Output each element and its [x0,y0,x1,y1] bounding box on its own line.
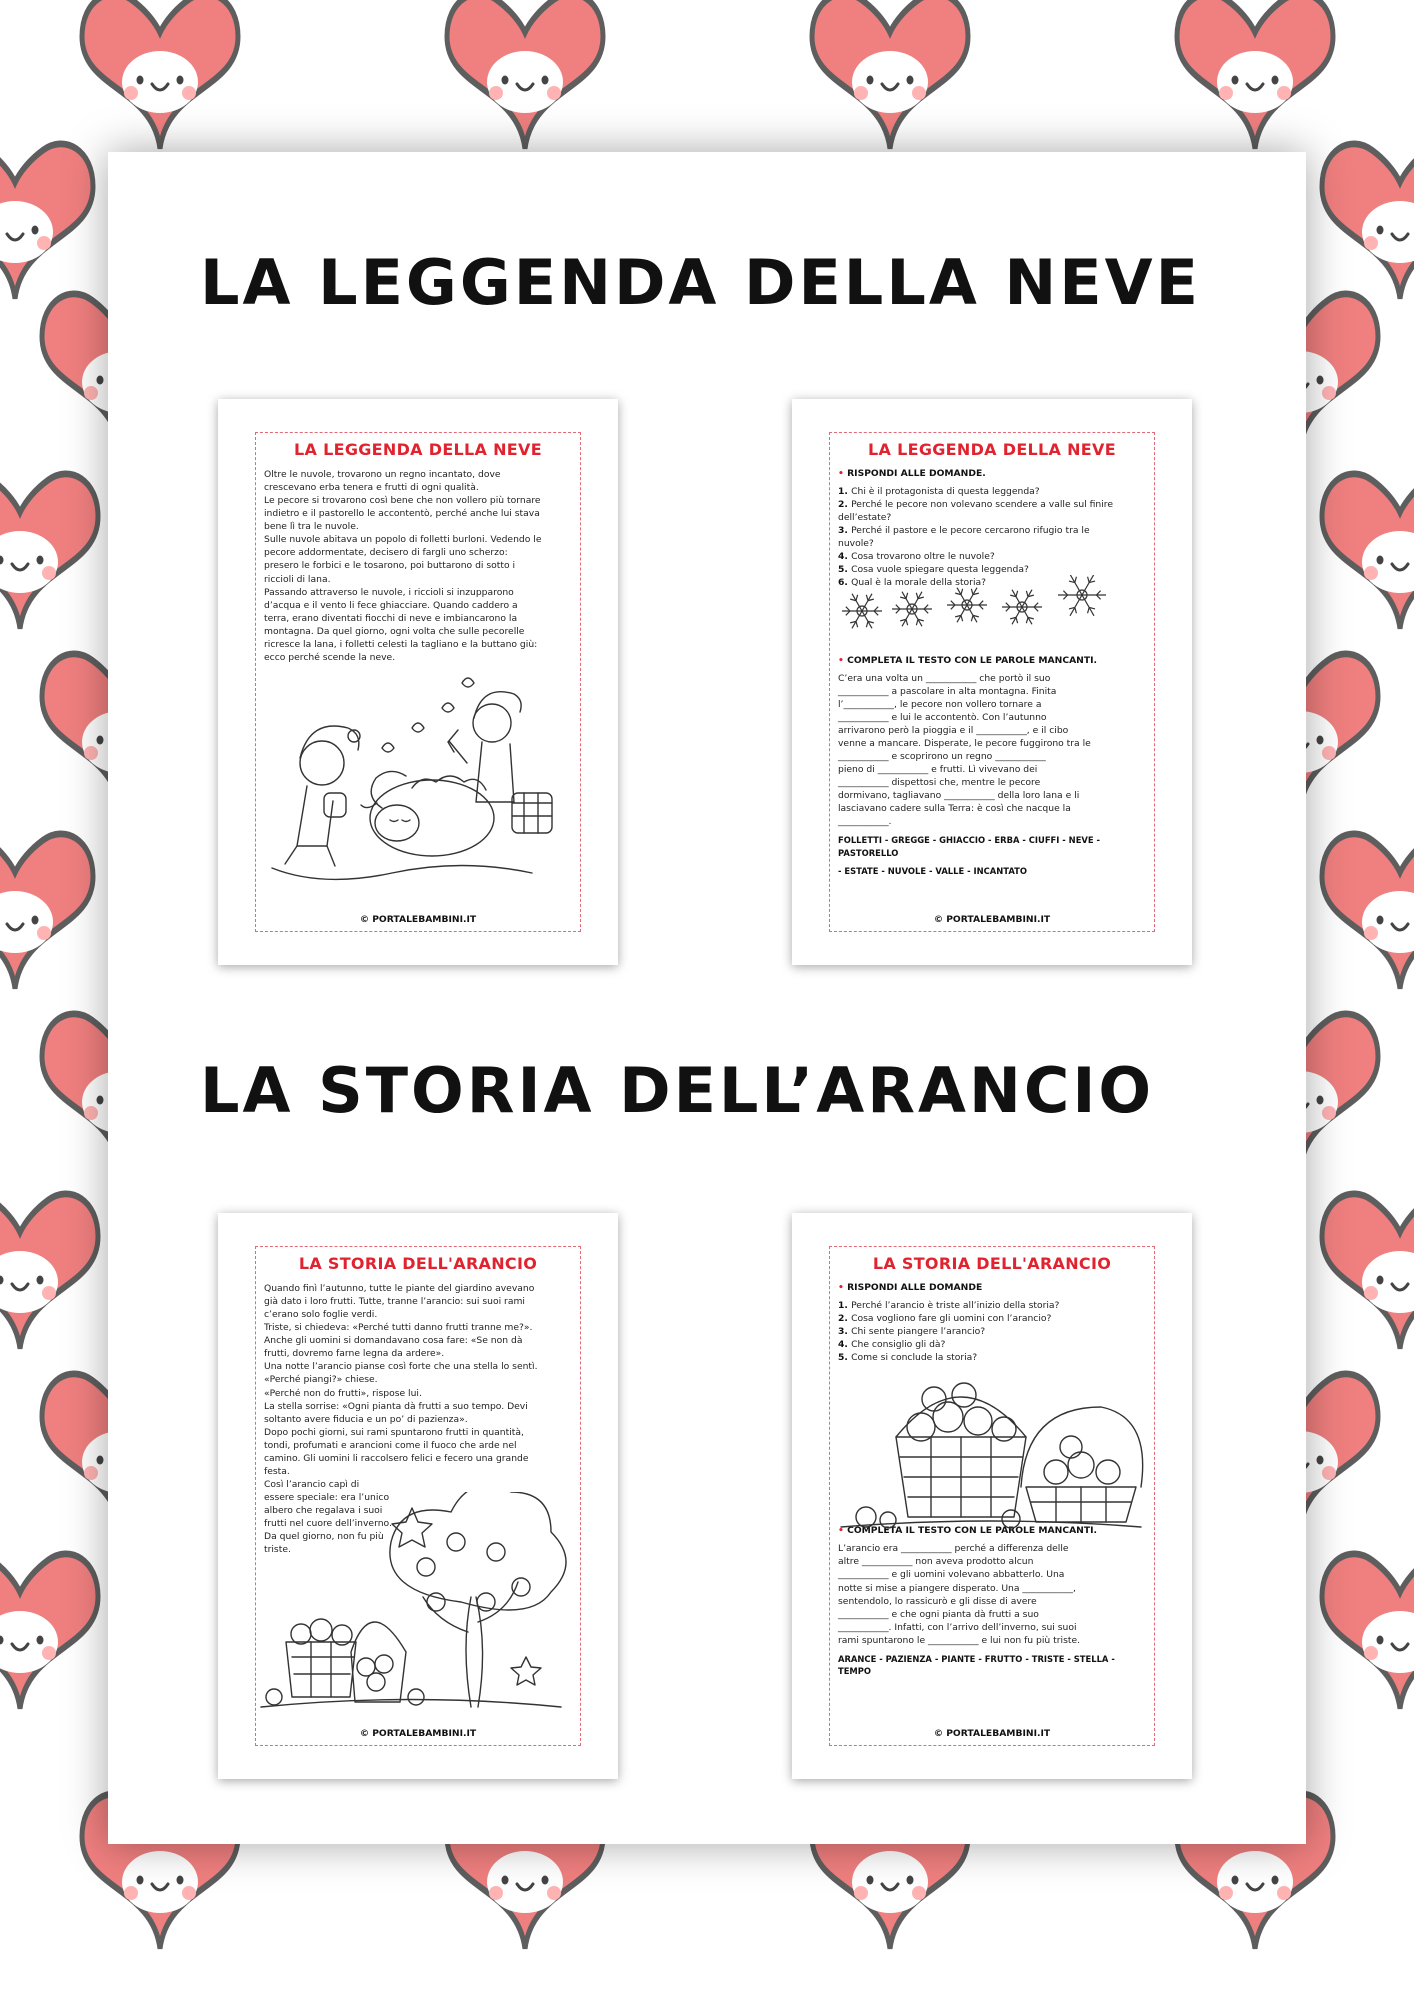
question-line [838,550,1146,563]
smiling-heart-icon [1322,1554,1414,1709]
smiling-heart-icon [0,1194,98,1349]
sheet-frame [829,432,1155,932]
story-line: crescevano erba tenera e frutti di ogni qualità. [264,482,479,494]
story-line: essere speciale: era l’unico [264,1492,390,1503]
story-line: frutti, dovremo farne legna da ardere». [264,1348,445,1360]
section-title-neve: LA LEGGENDA DELLA NEVE [200,246,1201,319]
cloze-line: pieno di ___________ e frutti. Lì vivevano dei [838,763,1038,775]
story-line: già dato i loro frutti. Tutte, tranne l’arancio: sui suoi rami [264,1296,525,1308]
story-line: riccioli di lana. [264,573,331,585]
story-line: bene lì tra le nuvole. [264,521,359,533]
question-number: 5. [838,564,852,576]
sheet-frame [255,1246,581,1746]
question-line [838,1325,1146,1338]
question-line [838,485,1146,498]
question-text: Cosa vuole spiegare questa leggenda? [851,564,1029,576]
sheet-title: LA STORIA DELL'ARANCIO [872,1254,1112,1273]
question-line [838,498,1146,511]
question-number: 2. [838,1313,852,1325]
section-heading-cloze: • COMPLETA IL TESTO CON LE PAROLE MANCANTI. [838,654,1098,666]
smiling-heart-icon [82,0,238,149]
preview-sheet-neve-exercise[interactable] [792,399,1192,965]
question-text: Perché l’arancio è triste all’inizio della storia? [851,1300,1060,1311]
question-list [838,1299,1146,1364]
story-line: Anche gli uomini si domandavano cosa fare: «Se non dà [264,1335,523,1347]
question-line [838,1299,1146,1312]
story-line: montagna. Da quel giorno, ogni volta che sulle pecorelle [264,625,525,637]
preview-sheet-arancio-story[interactable] [218,1213,618,1779]
question-number: 3. [838,525,852,537]
question-text: Perché il pastore e le pecore cercarono rifugio tra le [851,525,1090,537]
story-line: ricresce la lana, i folletti celesti la tagliano e la buttano giù: [264,638,538,650]
story-text [264,468,572,664]
question-number: 3. [838,1326,852,1338]
question-list [838,485,1146,590]
cloze-line: altre ___________ non aveva prodotto alcun [838,1556,1034,1568]
question-line [838,524,1146,537]
section-heading-cloze: • COMPLETA IL TESTO CON LE PAROLE MANCANTI. [838,1525,1098,1537]
cloze-text [838,672,1146,829]
question-line [838,1338,1146,1351]
smiling-heart-icon [1322,474,1414,629]
question-text: Chi è il protagonista di questa leggenda? [851,486,1040,497]
sheet-title: LA LEGGENDA DELLA NEVE [294,440,542,459]
story-line: Sulle nuvole abitava un popolo di folletti burloni. Vedendo le [264,534,542,546]
word-bank [838,1653,1146,1678]
story-line: Oltre le nuvole, trovarono un regno incantato, dove [264,469,501,480]
question-line [838,1312,1146,1325]
copyright-label: © PORTALEBAMBINI.IT [933,1728,1051,1739]
story-line: festa. [264,1465,290,1477]
smiling-heart-icon [1322,144,1414,299]
cloze-line: ___________ e scoprirono un regno ___________ [838,750,1046,762]
story-line: c’erano solo foglie verdi. [264,1309,378,1321]
smiling-heart-icon [0,474,98,629]
story-line: Così l’arancio capì di [264,1478,360,1490]
story-line: «Perché non do frutti», rispose lui. [264,1387,422,1399]
story-line: triste. [264,1544,291,1556]
cloze-line: sentendolo, lo rassicurò e gli disse di avere [838,1595,1037,1607]
question-text: Qual è la morale della storia? [851,577,987,589]
story-line: Le pecore si trovarono così bene che non vollero più tornare [264,495,541,507]
preview-sheet-neve-story[interactable] [218,399,618,965]
cloze-line: ___________ e lui le accontentò. Con l’autunno [838,711,1047,723]
question-text: Perché le pecore non volevano scendere a valle sul finire [851,499,1114,511]
cloze-line: ___________ e gli uomini volevano abbatterlo. Una [838,1569,1065,1581]
cloze-line: ___________ e che ogni pianta dà frutti a suo [838,1608,1039,1620]
question-text: Come si conclude la storia? [851,1352,978,1364]
story-line: pecore addormentate, decisero di fargli uno scherzo: [264,547,508,559]
word-bank-line: - ESTATE - NUVOLE - VALLE - INCANTATO [838,866,1027,877]
main-panel [108,152,1306,1844]
question-number: 2. [838,499,852,511]
smiling-heart-icon [1322,1194,1414,1349]
story-line: d’acqua e il vento li fece ghiacciare. Quando caddero a [264,599,518,611]
story-line: Una notte l’arancio pianse così forte che una stella lo sentì. [264,1361,538,1373]
question-text: dell’estate? [838,512,892,524]
smiling-heart-icon [1177,0,1333,149]
question-number: 4. [838,1339,852,1351]
story-line: Passando attraverso le nuvole, i riccioli si inzupparono [264,586,514,598]
sheet-title: LA LEGGENDA DELLA NEVE [868,440,1116,459]
question-number: 1. [838,486,852,497]
story-line: terra, erano diventati fiocchi di neve e imbiancarono la [264,612,518,624]
sheet-title: LA STORIA DELL'ARANCIO [298,1254,538,1273]
story-line: tondi, profumati e arancioni come il fuoco che arde nel [264,1439,517,1451]
smiling-heart-icon [0,144,93,299]
story-line: presero le forbici e le tosarono, poi buttarono di sotto i [264,560,516,572]
cloze-line: lasciavano cadere sulla Terra: è così che nacque la [838,803,1071,815]
cloze-line: arrivarono però la pioggia e il ___________, e il cibo [838,724,1069,736]
orange-tree-illustration [256,1492,571,1717]
smiling-heart-icon [1322,834,1414,989]
orange-baskets-illustration [836,1377,1146,1532]
section-heading-questions: • RISPONDI ALLE DOMANDE. [838,468,986,479]
word-bank-line: ARANCE - PAZIENZA - PIANTE - FRUTTO - TRISTE - STELLA - TEMPO [838,1653,1115,1677]
cloze-line: ___________ a pascolare in alta montagna. Finita [838,685,1057,697]
cloze-line: dormivano, tagliavano ___________ della loro lana e li [838,790,1080,802]
story-line: Triste, si chiedeva: «Perché tutti danno frutti tranne me?». [264,1322,533,1334]
story-line: «Perché piangi?» chiese. [264,1374,378,1386]
story-line: Da quel giorno, non fu più [264,1531,384,1543]
cloze-line: ___________. [838,816,892,828]
smiling-heart-icon [812,0,968,149]
smiling-heart-icon [0,834,93,989]
question-text: Cosa trovarono oltre le nuvole? [851,551,995,563]
cloze-line: C’era una volta un ___________ che portò il suo [838,672,1051,684]
smiling-heart-icon [447,0,603,149]
smiling-heart-icon [0,1554,98,1709]
word-bank [838,834,1146,878]
question-number: 4. [838,551,852,563]
snowflakes-illustration [832,575,1142,633]
question-text: nuvole? [838,538,874,550]
cloze-line: rami spuntarono le ___________ e lui non fu più triste. [838,1634,1081,1646]
question-number: 5. [838,1352,852,1364]
copyright-label: © PORTALEBAMBINI.IT [359,914,477,925]
copyright-label: © PORTALEBAMBINI.IT [359,1728,477,1739]
story-line: La stella sorrise: «Ogni pianta dà frutti a suo tempo. Devi [264,1400,528,1412]
section-title-arancio: LA STORIA DELL’ARANCIO [200,1054,1155,1127]
cloze-line: notte si mise a piangere disperato. Una ___________, [838,1582,1076,1594]
section-heading-questions: • RISPONDI ALLE DOMANDE [838,1282,983,1293]
cloze-line: L’arancio era ___________ perché a differenza delle [838,1543,1069,1555]
story-line: indietro e il pastorello le accontentò, perché anche lui stava [264,508,540,520]
preview-sheet-arancio-exercise[interactable] [792,1213,1192,1779]
cloze-line: ___________. Infatti, con l’arrivo dell’inverno, sui suoi [838,1621,1077,1633]
word-bank-line: FOLLETTI - GREGGE - GHIACCIO - ERBA - CIUFFI - NEVE - PASTORELLO [838,835,1101,858]
sheet-frame [829,1246,1155,1746]
cloze-text [838,1542,1146,1647]
story-line: camino. Gli uomini li raccolsero felici e fecero una grande [264,1452,529,1464]
question-text: Cosa vogliono fare gli uomini con l’arancio? [851,1313,1052,1325]
story-line: Dopo pochi giorni, sui rami spuntarono frutti in quantità, [264,1426,524,1438]
story-line: soltanto avere fiducia e un po’ di pazienza». [264,1413,468,1425]
question-line [838,511,1146,524]
cloze-line: ___________ dispettosi che, mentre le pecore [838,777,1041,788]
story-line: ecco perché scende la neve. [264,651,396,663]
story-line: frutti nel cuore dell’inverno. [264,1518,392,1530]
story-line: albero che regalava i suoi [264,1505,383,1517]
question-number: 6. [838,577,852,589]
question-line [838,1351,1146,1364]
elf-shearing-sheep-illustration [262,668,572,903]
cloze-line: venne a mancare. Disperate, le pecore fuggirono tra le [838,737,1091,749]
question-line [838,537,1146,550]
sheet-frame [255,432,581,932]
question-text: Che consiglio gli dà? [851,1339,946,1351]
cloze-line: l’___________, le pecore non vollero tornare a [838,698,1042,710]
story-line: Quando finì l’autunno, tutte le piante del giardino avevano [264,1283,535,1294]
question-text: Chi sente piangere l’arancio? [851,1326,986,1338]
question-number: 1. [838,1300,852,1311]
copyright-label: © PORTALEBAMBINI.IT [933,914,1051,925]
